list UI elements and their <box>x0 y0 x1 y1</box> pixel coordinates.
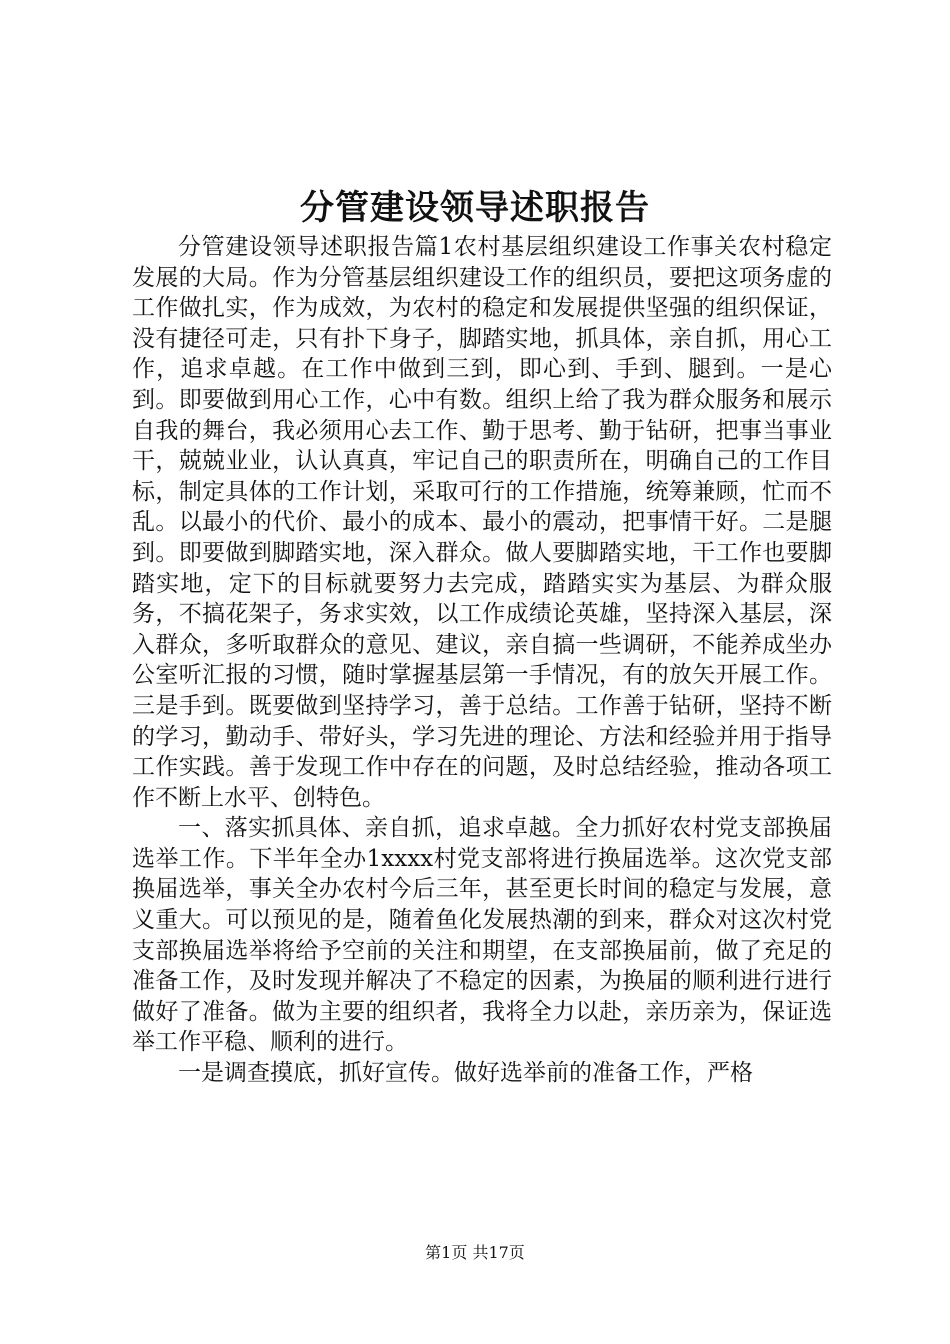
paragraph-1: 分管建设领导述职报告篇1农村基层组织建设工作事关农村稳定发展的大局。作为分管基层组织建设工作的组织员，要把这项务虚的工作做扎实，作为成效，为农村的稳定和发展提供坚强的组织保证，没有捷径可走，只有扑下身子，脚踏实地，抓具体，亲自抓，用心工作，追求卓越。在工作中做到三到，即心到、手到、腿到。一是心到。即要做到用心工作，心中有数。组织上给了我为群众服务和展示自我的舞台，我必须用心去工作、勤于思考、勤于钻研，把事当事业干，兢兢业业，认认真真，牢记自己的职责所在，明确自己的工作目标，制定具体的工作计划，采取可行的工作措施，统筹兼顾，忙而不乱。以最小的代价、最小的成本、最小的震动，把事情干好。二是腿到。即要做到脚踏实地，深入群众。做人要脚踏实地，干工作也要脚踏实地，定下的目标就要努力去完成，踏踏实实为基层、为群众服务，不搞花架子，务求实效，以工作成绩论英雄，坚持深入基层，深入群众，多听取群众的意见、建议，亲自搞一些调研，不能养成坐办公室听汇报的习惯，随时掌握基层第一手情况，有的放矢开展工作。三是手到。既要做到坚持学习，善于总结。工作善于钻研，坚持不断的学习，勤动手、带好头，学习先进的理论、方法和经验并用于指导工作实践。善于发现工作中存在的问题，及时总结经验，推动各项工作不断上水平、创特色。 <box>132 234 832 811</box>
document-title: 分管建设领导述职报告 <box>300 188 650 228</box>
document-body <box>132 232 832 1089</box>
page-number-footer: 第1页 共17页 <box>425 1243 525 1262</box>
paragraph-2: 一、落实抓具体、亲自抓，追求卓越。全力抓好农村党支部换届选举工作。下半年全办1xxxx村党支部将进行换届选举。这次党支部换届选举，事关全办农村今后三年，甚至更长时间的稳定与发展，意义重大。可以预见的是，随着鱼化发展热潮的到来，群众对这次村党支部换届选举将给予空前的关注和期望，在支部换届前，做了充足的准备工作，及时发现并解决了不稳定的因素，为换届的顺利进行进行做好了准备。做为主要的组织者，我将全力以赴，亲历亲为，保证选举工作平稳、顺利的进行。 <box>132 815 832 1056</box>
paragraph-3: 一是调查摸底，抓好宣传。做好选举前的准备工作，严格 <box>178 1060 753 1087</box>
